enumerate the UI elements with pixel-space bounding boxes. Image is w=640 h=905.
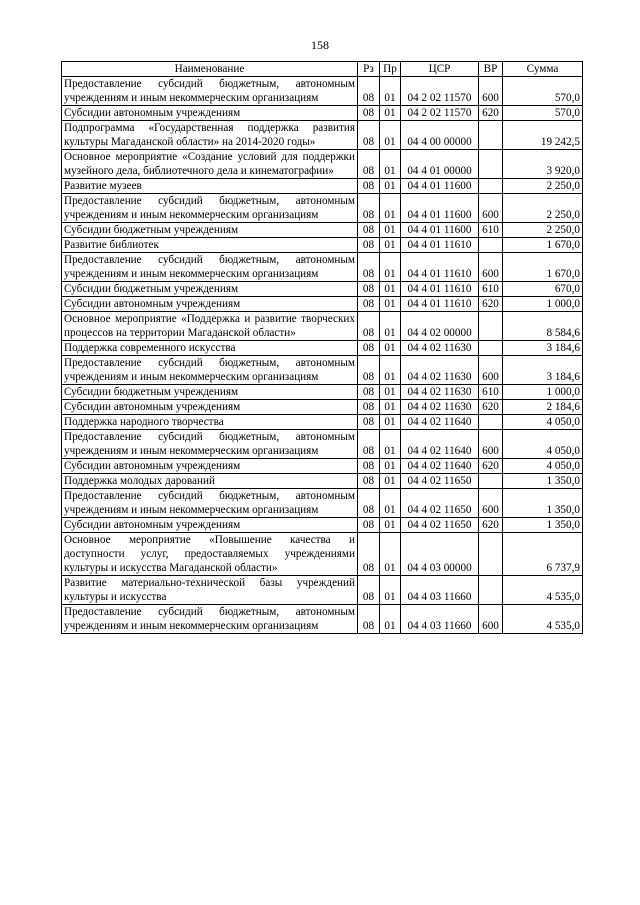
cell-csr: 04 4 02 11640 bbox=[401, 415, 479, 430]
cell-csr: 04 2 02 11570 bbox=[401, 106, 479, 121]
table-row bbox=[62, 415, 583, 430]
cell-sum: 2 250,0 bbox=[503, 194, 583, 223]
cell-csr: 04 4 00 00000 bbox=[401, 121, 479, 150]
cell-sum: 6 737,9 bbox=[503, 533, 583, 576]
cell-rz: 08 bbox=[358, 430, 380, 459]
cell-sum: 1 000,0 bbox=[503, 385, 583, 400]
cell-vr: 600 bbox=[479, 356, 503, 385]
table-row bbox=[62, 356, 583, 385]
cell-pr: 01 bbox=[380, 415, 401, 430]
cell-csr: 04 4 03 11660 bbox=[401, 605, 479, 634]
cell-pr: 01 bbox=[380, 179, 401, 194]
cell-rz: 08 bbox=[358, 489, 380, 518]
cell-vr bbox=[479, 179, 503, 194]
cell-pr: 01 bbox=[380, 253, 401, 282]
cell-sum: 1 350,0 bbox=[503, 474, 583, 489]
cell-rz: 08 bbox=[358, 282, 380, 297]
cell-csr: 04 4 02 11630 bbox=[401, 356, 479, 385]
cell-vr: 620 bbox=[479, 518, 503, 533]
cell-vr: 600 bbox=[479, 253, 503, 282]
cell-sum: 2 184,6 bbox=[503, 400, 583, 415]
cell-csr: 04 4 02 00000 bbox=[401, 312, 479, 341]
cell-vr bbox=[479, 341, 503, 356]
cell-pr: 01 bbox=[380, 77, 401, 106]
table-row bbox=[62, 430, 583, 459]
cell-csr: 04 4 01 11600 bbox=[401, 179, 479, 194]
cell-vr bbox=[479, 474, 503, 489]
cell-pr: 01 bbox=[380, 106, 401, 121]
cell-vr bbox=[479, 415, 503, 430]
table-row bbox=[62, 194, 583, 223]
cell-csr: 04 4 01 11610 bbox=[401, 253, 479, 282]
cell-pr: 01 bbox=[380, 474, 401, 489]
cell-pr: 01 bbox=[380, 297, 401, 312]
cell-name: Субсидии бюджетным учреждениям bbox=[62, 282, 358, 297]
table-row bbox=[62, 297, 583, 312]
header-name: Наименование bbox=[62, 62, 358, 77]
table-row bbox=[62, 576, 583, 605]
table-row bbox=[62, 121, 583, 150]
cell-rz: 08 bbox=[358, 77, 380, 106]
cell-sum: 2 250,0 bbox=[503, 223, 583, 238]
cell-rz: 08 bbox=[358, 121, 380, 150]
cell-pr: 01 bbox=[380, 430, 401, 459]
cell-vr: 600 bbox=[479, 430, 503, 459]
cell-sum: 2 250,0 bbox=[503, 179, 583, 194]
table-row bbox=[62, 518, 583, 533]
cell-name: Развитие музеев bbox=[62, 179, 358, 194]
cell-name: Поддержка народного творчества bbox=[62, 415, 358, 430]
cell-pr: 01 bbox=[380, 576, 401, 605]
cell-name: Субсидии автономным учреждениям bbox=[62, 518, 358, 533]
cell-rz: 08 bbox=[358, 297, 380, 312]
cell-vr: 600 bbox=[479, 77, 503, 106]
cell-rz: 08 bbox=[358, 150, 380, 179]
cell-pr: 01 bbox=[380, 312, 401, 341]
cell-csr: 04 4 02 11640 bbox=[401, 459, 479, 474]
cell-sum: 19 242,5 bbox=[503, 121, 583, 150]
cell-sum: 8 584,6 bbox=[503, 312, 583, 341]
cell-pr: 01 bbox=[380, 518, 401, 533]
cell-name: Развитие материально-технической базы учреждений культуры и искусства bbox=[62, 576, 358, 605]
cell-rz: 08 bbox=[358, 223, 380, 238]
cell-name: Субсидии бюджетным учреждениям bbox=[62, 223, 358, 238]
cell-csr: 04 4 02 11650 bbox=[401, 489, 479, 518]
table-row bbox=[62, 77, 583, 106]
cell-csr: 04 4 01 11610 bbox=[401, 282, 479, 297]
cell-name: Субсидии автономным учреждениям bbox=[62, 400, 358, 415]
cell-csr: 04 4 01 00000 bbox=[401, 150, 479, 179]
cell-pr: 01 bbox=[380, 341, 401, 356]
cell-rz: 08 bbox=[358, 576, 380, 605]
table-row bbox=[62, 385, 583, 400]
cell-vr bbox=[479, 533, 503, 576]
cell-sum: 1 350,0 bbox=[503, 518, 583, 533]
cell-csr: 04 4 01 11600 bbox=[401, 223, 479, 238]
cell-name: Развитие библиотек bbox=[62, 238, 358, 253]
cell-pr: 01 bbox=[380, 223, 401, 238]
cell-rz: 08 bbox=[358, 356, 380, 385]
cell-pr: 01 bbox=[380, 605, 401, 634]
cell-name: Предоставление субсидий бюджетным, автономным учреждениям и иным некоммерческим организациям bbox=[62, 253, 358, 282]
cell-pr: 01 bbox=[380, 400, 401, 415]
cell-rz: 08 bbox=[358, 341, 380, 356]
table-header-row bbox=[62, 62, 583, 77]
cell-pr: 01 bbox=[380, 459, 401, 474]
cell-vr: 620 bbox=[479, 459, 503, 474]
cell-sum: 670,0 bbox=[503, 282, 583, 297]
cell-name: Субсидии автономным учреждениям bbox=[62, 459, 358, 474]
cell-vr: 610 bbox=[479, 282, 503, 297]
cell-sum: 4 535,0 bbox=[503, 576, 583, 605]
cell-vr bbox=[479, 150, 503, 179]
table-row bbox=[62, 253, 583, 282]
cell-name: Предоставление субсидий бюджетным, автономным учреждениям и иным некоммерческим организациям bbox=[62, 605, 358, 634]
cell-csr: 04 4 01 11600 bbox=[401, 194, 479, 223]
table-row bbox=[62, 341, 583, 356]
cell-rz: 08 bbox=[358, 415, 380, 430]
cell-csr: 04 4 02 11630 bbox=[401, 341, 479, 356]
cell-name: Поддержка современного искусства bbox=[62, 341, 358, 356]
table-row bbox=[62, 282, 583, 297]
cell-vr: 610 bbox=[479, 223, 503, 238]
table-row bbox=[62, 474, 583, 489]
cell-rz: 08 bbox=[358, 194, 380, 223]
cell-csr: 04 4 02 11650 bbox=[401, 518, 479, 533]
cell-sum: 570,0 bbox=[503, 106, 583, 121]
cell-sum: 1 000,0 bbox=[503, 297, 583, 312]
cell-sum: 3 184,6 bbox=[503, 341, 583, 356]
cell-sum: 4 050,0 bbox=[503, 415, 583, 430]
table-row bbox=[62, 605, 583, 634]
table-row bbox=[62, 533, 583, 576]
cell-csr: 04 4 01 11610 bbox=[401, 238, 479, 253]
table-row bbox=[62, 400, 583, 415]
cell-pr: 01 bbox=[380, 385, 401, 400]
header-pr: Пр bbox=[380, 62, 401, 77]
cell-name: Основное мероприятие «Создание условий для поддержки музейного дела, библиотечного дела и кинематографии» bbox=[62, 150, 358, 179]
cell-rz: 08 bbox=[358, 605, 380, 634]
cell-rz: 08 bbox=[358, 474, 380, 489]
cell-name: Предоставление субсидий бюджетным, автономным учреждениям и иным некоммерческим организациям bbox=[62, 430, 358, 459]
cell-csr: 04 4 03 11660 bbox=[401, 576, 479, 605]
cell-vr bbox=[479, 576, 503, 605]
cell-vr: 600 bbox=[479, 605, 503, 634]
cell-vr bbox=[479, 121, 503, 150]
table-row bbox=[62, 489, 583, 518]
page-number: 158 bbox=[311, 38, 329, 52]
cell-csr: 04 4 02 11650 bbox=[401, 474, 479, 489]
cell-csr: 04 4 03 00000 bbox=[401, 533, 479, 576]
cell-name: Основное мероприятие «Повышение качества и доступности услуг, предоставляемых учреждениями культуры и искусства Магаданской области» bbox=[62, 533, 358, 576]
cell-rz: 08 bbox=[358, 518, 380, 533]
cell-vr: 620 bbox=[479, 106, 503, 121]
cell-sum: 1 350,0 bbox=[503, 489, 583, 518]
cell-pr: 01 bbox=[380, 489, 401, 518]
cell-rz: 08 bbox=[358, 179, 380, 194]
table-row bbox=[62, 238, 583, 253]
cell-rz: 08 bbox=[358, 312, 380, 341]
cell-vr: 610 bbox=[479, 385, 503, 400]
cell-rz: 08 bbox=[358, 400, 380, 415]
cell-csr: 04 4 02 11640 bbox=[401, 430, 479, 459]
cell-name: Предоставление субсидий бюджетным, автономным учреждениям и иным некоммерческим организациям bbox=[62, 77, 358, 106]
cell-vr: 600 bbox=[479, 194, 503, 223]
cell-sum: 1 670,0 bbox=[503, 253, 583, 282]
cell-vr: 600 bbox=[479, 489, 503, 518]
cell-name: Субсидии автономным учреждениям bbox=[62, 106, 358, 121]
cell-vr: 620 bbox=[479, 400, 503, 415]
table-row bbox=[62, 312, 583, 341]
cell-rz: 08 bbox=[358, 533, 380, 576]
cell-name: Поддержка молодых дарований bbox=[62, 474, 358, 489]
cell-vr bbox=[479, 312, 503, 341]
cell-csr: 04 4 02 11630 bbox=[401, 400, 479, 415]
cell-name: Предоставление субсидий бюджетным, автономным учреждениям и иным некоммерческим организациям bbox=[62, 356, 358, 385]
table-body bbox=[62, 77, 583, 634]
cell-rz: 08 bbox=[358, 385, 380, 400]
table-row bbox=[62, 150, 583, 179]
cell-name: Предоставление субсидий бюджетным, автономным учреждениям и иным некоммерческим организациям bbox=[62, 489, 358, 518]
table-row bbox=[62, 179, 583, 194]
cell-pr: 01 bbox=[380, 533, 401, 576]
header-rz: Рз bbox=[358, 62, 380, 77]
header-csr: ЦСР bbox=[401, 62, 479, 77]
cell-pr: 01 bbox=[380, 150, 401, 179]
cell-rz: 08 bbox=[358, 106, 380, 121]
table-row bbox=[62, 459, 583, 474]
table-row bbox=[62, 223, 583, 238]
cell-sum: 4 535,0 bbox=[503, 605, 583, 634]
cell-rz: 08 bbox=[358, 459, 380, 474]
cell-pr: 01 bbox=[380, 238, 401, 253]
cell-rz: 08 bbox=[358, 253, 380, 282]
cell-name: Субсидии автономным учреждениям bbox=[62, 297, 358, 312]
cell-name: Основное мероприятие «Поддержка и развитие творческих процессов на территории Магаданской области» bbox=[62, 312, 358, 341]
cell-sum: 1 670,0 bbox=[503, 238, 583, 253]
cell-name: Субсидии бюджетным учреждениям bbox=[62, 385, 358, 400]
cell-pr: 01 bbox=[380, 121, 401, 150]
cell-sum: 570,0 bbox=[503, 77, 583, 106]
cell-vr: 620 bbox=[479, 297, 503, 312]
cell-sum: 3 184,6 bbox=[503, 356, 583, 385]
cell-name: Предоставление субсидий бюджетным, автономным учреждениям и иным некоммерческим организациям bbox=[62, 194, 358, 223]
cell-vr bbox=[479, 238, 503, 253]
cell-name: Подпрограмма «Государственная поддержка развития культуры Магаданской области» на 2014-2020 годы» bbox=[62, 121, 358, 150]
cell-rz: 08 bbox=[358, 238, 380, 253]
table-row bbox=[62, 106, 583, 121]
cell-csr: 04 4 02 11630 bbox=[401, 385, 479, 400]
header-sum: Сумма bbox=[503, 62, 583, 77]
cell-sum: 3 920,0 bbox=[503, 150, 583, 179]
cell-sum: 4 050,0 bbox=[503, 430, 583, 459]
cell-pr: 01 bbox=[380, 282, 401, 297]
cell-csr: 04 4 01 11610 bbox=[401, 297, 479, 312]
cell-sum: 4 050,0 bbox=[503, 459, 583, 474]
cell-csr: 04 2 02 11570 bbox=[401, 77, 479, 106]
budget-table bbox=[61, 61, 583, 634]
header-vr: ВР bbox=[479, 62, 503, 77]
cell-pr: 01 bbox=[380, 194, 401, 223]
cell-pr: 01 bbox=[380, 356, 401, 385]
